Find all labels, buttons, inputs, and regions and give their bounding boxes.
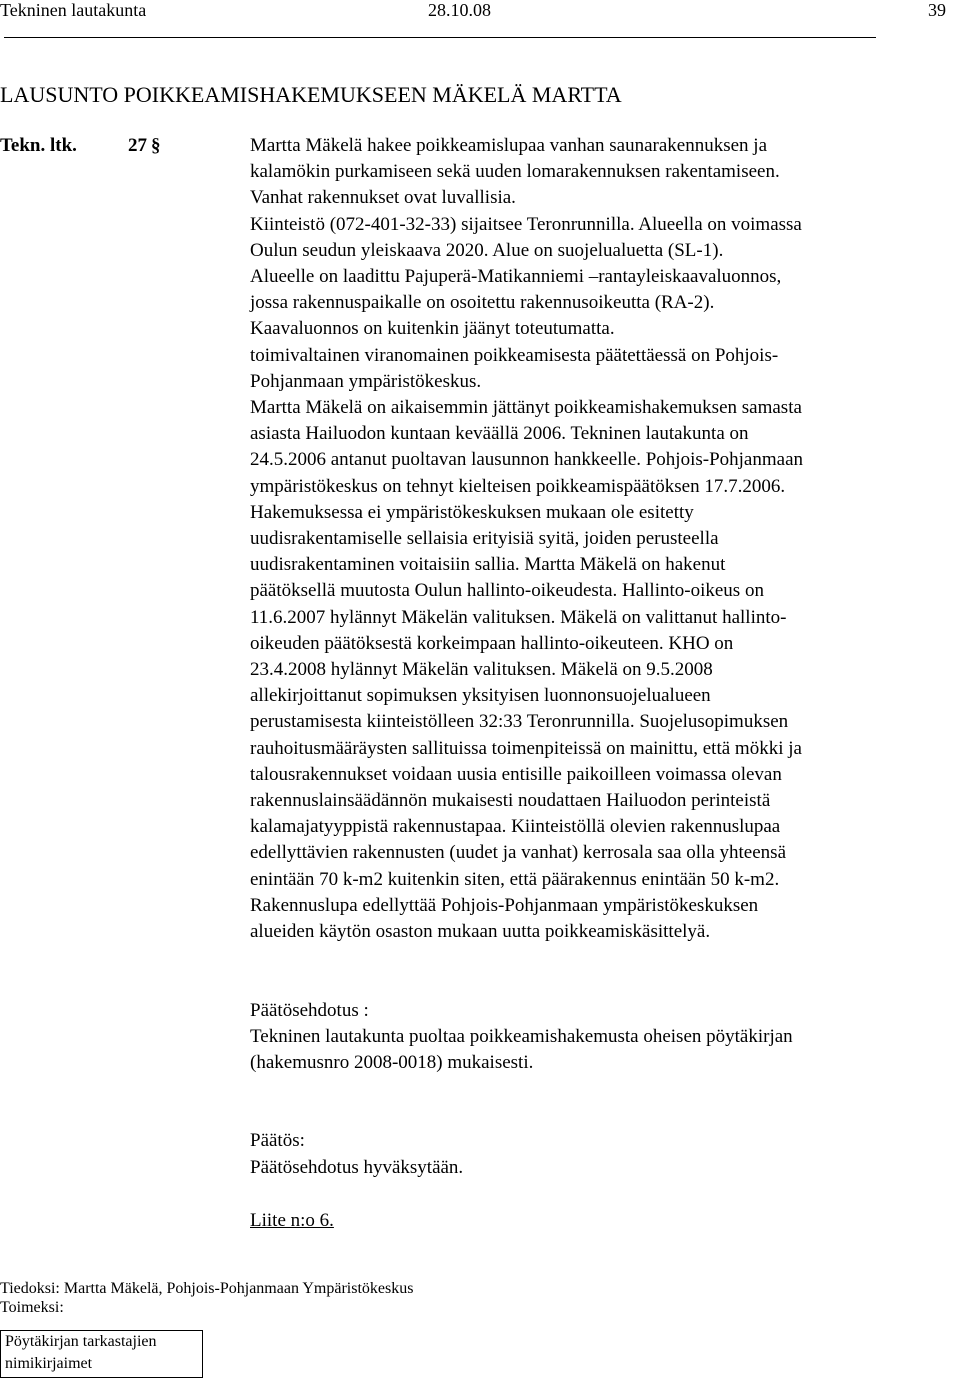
body-line: Vanhat rakennukset ovat luvallisia. xyxy=(250,187,516,209)
body-line: uudisrakentamiselle sellaisia erityisiä syitä, joiden perusteella xyxy=(250,528,719,549)
body-line: Martta Mäkelä hakee poikkeamislupaa vanhan saunarakennuksen ja xyxy=(250,135,768,156)
body-line: uudisrakentaminen voitaisiin sallia. Martta Mäkelä on hakenut xyxy=(250,554,726,576)
body-line: kalamajatyyppistä rakennustapaa. Kiinteistöllä olevien rakennuslupaa xyxy=(250,816,781,838)
body-line: Hakemuksessa ei ympäristökeskuksen mukaan ole esitetty xyxy=(250,501,694,523)
decision-text: Päätösehdotus hyväksytään. xyxy=(250,1157,464,1178)
signature-box-line: nimikirjaimet xyxy=(5,1355,93,1372)
body-line: Martta Mäkelä on aikaisemmin jättänyt poikkeamishakemuksen samasta xyxy=(250,397,802,418)
body-line: perustamisesta kiinteistölleen 32:33 Teronrunnilla. Suojelusopimuksen xyxy=(250,711,789,733)
body-line: edellyttävien rakennusten (uudet ja vanhat) kerrosala saa olla yhteensä xyxy=(250,842,786,864)
section-label: Tekn. ltk. xyxy=(0,135,77,156)
footer-actions: Toimeksi: xyxy=(0,1299,64,1316)
body-line: rakennuslainsäädännön mukaisesti noudattaen Hailuodon perinteistä xyxy=(250,790,771,811)
signature-box-line: Pöytäkirjan tarkastajien xyxy=(5,1333,157,1350)
body-line: jossa rakennuspaikalle on osoitettu rakennusoikeutta (RA-2). xyxy=(250,292,715,314)
body-line: Rakennuslupa edellyttää Pohjois-Pohjanmaan ympäristökeskuksen xyxy=(250,894,759,916)
body-line: talousrakennukset voidaan uusia entisille paikoilleen voimassa olevan xyxy=(250,763,782,785)
body-line: ympäristökeskus on tehnyt kielteisen poikkeamispäätöksen 17.7.2006. xyxy=(250,475,786,497)
proposal-label: Päätösehdotus : xyxy=(250,1000,369,1021)
signature-box xyxy=(0,1330,203,1378)
body-line: asiasta Hailuodon kuntaan keväällä 2006. Tekninen lautakunta on xyxy=(250,423,749,445)
body-line: oikeuden päätöksestä korkeimpaan hallinto-oikeuteen. KHO on xyxy=(250,632,734,654)
document-title: LAUSUNTO POIKKEAMISHAKEMUKSEEN MÄKELÄ MARTTA xyxy=(0,82,622,107)
body-line: Kaavaluonnos on kuitenkin jäänyt toteutumatta. xyxy=(250,318,615,340)
header-committee: Tekninen lautakunta xyxy=(0,0,147,20)
body-line: 24.5.2006 antanut puoltavan lausunnon hankkeelle. Pohjois-Pohjanmaan xyxy=(250,449,804,471)
body-line: alueiden käytön osaston mukaan uutta poikkeamiskäsittelyä. xyxy=(250,921,711,942)
body-line: rauhoitusmääräysten sallituissa toimenpiteissä on mainittu, että mökki ja xyxy=(250,737,802,759)
body-line: 23.4.2008 hylännyt Mäkelän valituksen. Mäkelä on 9.5.2008 xyxy=(250,659,713,680)
decision-label: Päätös: xyxy=(250,1130,305,1151)
header-page-number: 39 xyxy=(928,0,946,20)
body-line: Pohjanmaan ympäristökeskus. xyxy=(250,370,482,392)
body-line: enintään 70 k-m2 kuitenkin siten, että päärakennus enintään 50 k-m2. xyxy=(250,868,780,890)
header-date: 28.10.08 xyxy=(428,0,491,20)
header-divider xyxy=(4,37,876,38)
body-line: päätöksellä muutosta Oulun hallinto-oikeudesta. Hallinto-oikeus on xyxy=(250,580,764,602)
footer-notified: Tiedoksi: Martta Mäkelä, Pohjois-Pohjanmaan Ympäristökeskus xyxy=(0,1280,414,1297)
section-number: 27 xyxy=(128,135,147,156)
proposal-line: (hakemusnro 2008-0018) mukaisesti. xyxy=(250,1052,534,1073)
body-line: Alueelle on laadittu Pajuperä-Matikanniemi –rantayleiskaavaluonnos, xyxy=(250,266,782,287)
body-line: allekirjoittanut sopimuksen yksityisen luonnonsuojelualueen xyxy=(250,685,711,707)
proposal-line: Tekninen lautakunta puoltaa poikkeamishakemusta oheisen pöytäkirjan xyxy=(250,1026,793,1047)
body-line: 11.6.2007 hylännyt Mäkelän valituksen. Mäkelä on valittanut hallinto- xyxy=(250,606,787,628)
attachment-link[interactable]: Liite n:o 6. xyxy=(250,1210,334,1231)
body-line: kalamökin purkamiseen sekä uuden lomarakennuksen rakentamiseen. xyxy=(250,161,780,183)
body-line: toimivaltainen viranomainen poikkeamisesta päätettäessä on Pohjois- xyxy=(250,344,779,366)
body-line: Oulun seudun yleiskaava 2020. Alue on suojelualuetta (SL-1). xyxy=(250,239,724,261)
section-symbol: § xyxy=(151,135,161,156)
body-line: Kiinteistö (072-401-32-33) sijaitsee Teronrunnilla. Alueella on voimassa xyxy=(250,213,802,235)
